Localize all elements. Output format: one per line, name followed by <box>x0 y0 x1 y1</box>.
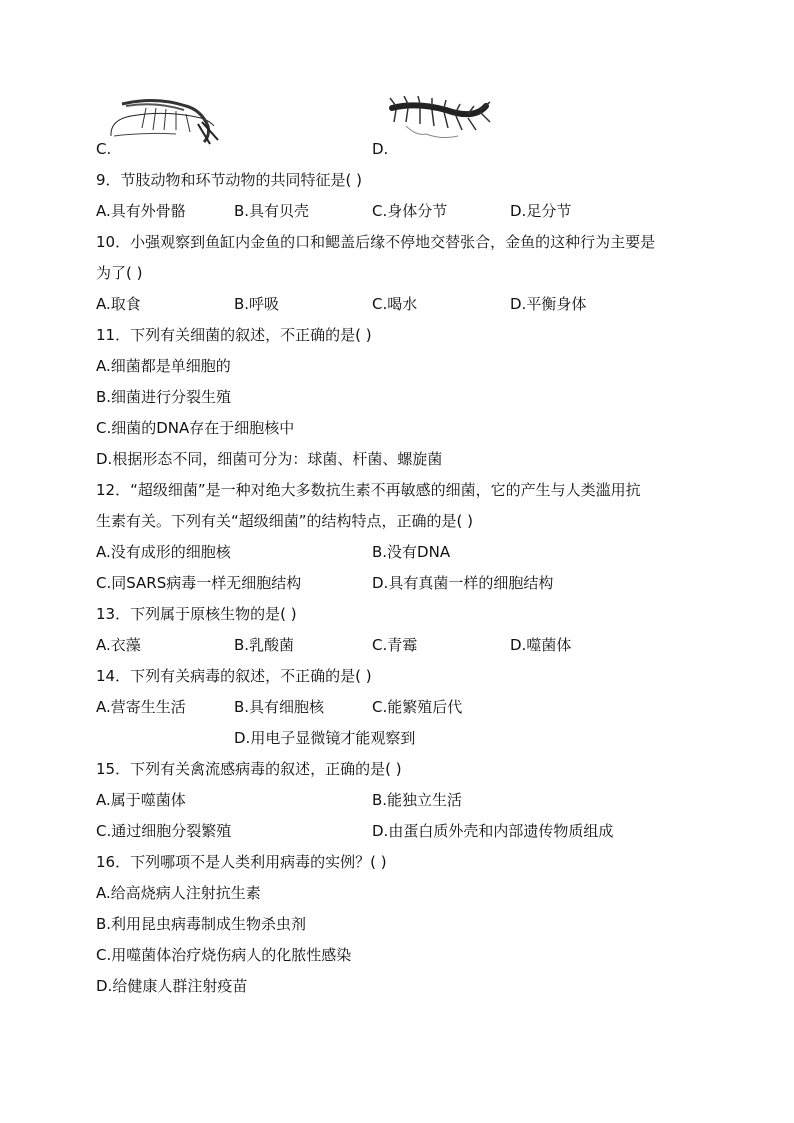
question-10-option-a: A.取食 <box>96 295 141 313</box>
question-13-option-c: C.青霉 <box>372 636 418 654</box>
image-option-d-label: D. <box>372 140 389 158</box>
question-16-option-b: B.利用昆虫病毒制成生物杀虫剂 <box>96 915 307 933</box>
shrimp-illustration <box>106 96 224 146</box>
question-10-option-b: B.呼吸 <box>234 295 280 313</box>
question-10-stem-line1: 10．小强观察到鱼缸内金鱼的口和鳃盖后缘不停地交替张合，金鱼的这种行为主要是 <box>96 233 656 251</box>
question-12-option-a: A.没有成形的细胞核 <box>96 543 231 561</box>
question-12-stem-line1: 12．“超级细菌”是一种对绝大多数抗生素不再敏感的细菌，它的产生与人类滥用抗 <box>96 481 641 499</box>
question-10-option-c: C.喝水 <box>372 295 418 313</box>
question-16-option-c: C.用噬菌体治疗烧伤病人的化脓性感染 <box>96 946 352 964</box>
centipede-illustration <box>386 96 498 152</box>
question-9-option-d: D.足分节 <box>510 202 572 220</box>
question-9-option-c: C.身体分节 <box>372 202 448 220</box>
question-15-option-d: D.由蛋白质外壳和内部遗传物质组成 <box>372 822 614 840</box>
question-12-option-b: B.没有DNA <box>372 543 451 561</box>
question-10-stem-line2: 为了( ) <box>96 264 143 282</box>
question-15-stem: 15．下列有关禽流感病毒的叙述，正确的是( ) <box>96 760 402 778</box>
question-14-option-b: B.具有细胞核 <box>234 698 325 716</box>
question-9-option-a: A.具有外骨骼 <box>96 202 186 220</box>
question-9-stem: 9．节肢动物和环节动物的共同特征是( ) <box>96 171 363 189</box>
question-11-option-a: A.细菌都是单细胞的 <box>96 357 231 375</box>
question-11-option-c: C.细菌的DNA存在于细胞核中 <box>96 419 295 437</box>
question-13-option-b: B.乳酸菌 <box>234 636 295 654</box>
question-15-option-b: B.能独立生活 <box>372 791 463 809</box>
question-12-option-c: C.同SARS病毒一样无细胞结构 <box>96 574 302 592</box>
question-13-stem: 13．下列属于原核生物的是( ) <box>96 605 297 623</box>
question-13-option-a: A.衣藻 <box>96 636 141 654</box>
question-14-option-d: D.用电子显微镜才能观察到 <box>234 729 416 747</box>
question-9-option-b: B.具有贝壳 <box>234 202 310 220</box>
question-11-option-d: D.根据形态不同，细菌可分为：球菌、杆菌、螺旋菌 <box>96 450 443 468</box>
question-14-option-c: C.能繁殖后代 <box>372 698 463 716</box>
question-15-option-a: A.属于噬菌体 <box>96 791 186 809</box>
question-11-stem: 11．下列有关细菌的叙述，不正确的是( ) <box>96 326 372 344</box>
question-10-option-d: D.平衡身体 <box>510 295 587 313</box>
question-14-stem: 14．下列有关病毒的叙述，不正确的是( ) <box>96 667 372 685</box>
question-16-option-a: A.给高烧病人注射抗生素 <box>96 884 261 902</box>
question-16-option-d: D.给健康人群注射疫苗 <box>96 977 248 995</box>
question-12-option-d: D.具有真菌一样的细胞结构 <box>372 574 554 592</box>
question-14-option-a: A.营寄生生活 <box>96 698 186 716</box>
question-11-option-b: B.细菌进行分裂生殖 <box>96 388 232 406</box>
question-13-option-d: D.噬菌体 <box>510 636 572 654</box>
image-option-c-label: C. <box>96 140 112 158</box>
question-12-stem-line2: 生素有关。下列有关“超级细菌”的结构特点，正确的是( ) <box>96 512 474 530</box>
question-16-stem: 16．下列哪项不是人类利用病毒的实例？( ) <box>96 853 387 871</box>
question-15-option-c: C.通过细胞分裂繁殖 <box>96 822 232 840</box>
